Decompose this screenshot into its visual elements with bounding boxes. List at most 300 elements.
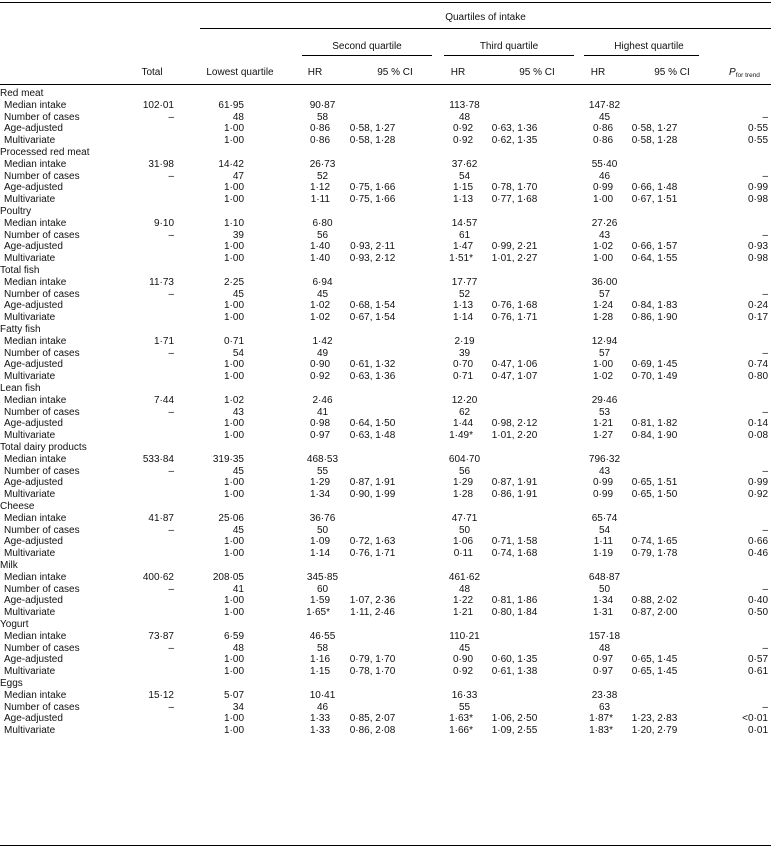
row-label: Multivariate <box>4 135 56 147</box>
table-cell: 1·00 <box>592 194 613 206</box>
table-cell: 2·25 <box>223 276 244 288</box>
row-label: Multivariate <box>4 548 56 560</box>
row-label: Median intake <box>4 276 67 288</box>
table-cell: 0·46 <box>747 548 768 560</box>
row-label: Multivariate <box>4 489 56 501</box>
table-cell: 0·58, 1·28 <box>349 135 396 147</box>
table-cell: 1·24 <box>592 300 613 312</box>
table-cell: – <box>762 347 768 359</box>
table-cell: 0·97 <box>592 654 613 666</box>
row-label: Number of cases <box>4 111 80 123</box>
table-cell: 0·14 <box>747 418 768 430</box>
table-cell: 0·92 <box>309 371 330 383</box>
ci-header-highest: 95 % CI <box>654 67 690 78</box>
table-cell: 0·55 <box>747 123 768 135</box>
table-cell: 1·21 <box>452 607 473 619</box>
table-cell: 0·93, 2·11 <box>350 241 395 253</box>
table-cell: 0·80 <box>747 371 768 383</box>
table-cell: 1·00 <box>592 253 613 265</box>
row-label: Number of cases <box>4 288 80 300</box>
table-cell: 52 <box>458 288 471 300</box>
table-cell: 0·86, 1·90 <box>631 312 678 324</box>
table-cell: 39 <box>458 347 471 359</box>
header-bottom-rule <box>0 84 771 85</box>
table-cell: 58 <box>316 111 329 123</box>
quartiles-group-rule <box>200 28 771 29</box>
table-cell: 55 <box>458 701 471 713</box>
table-cell: 47·71 <box>451 512 478 524</box>
row-label: Number of cases <box>4 170 80 182</box>
table-cell: 1·19 <box>592 548 613 560</box>
table-cell: – <box>168 583 174 595</box>
table-cell: 41·87 <box>148 512 174 524</box>
table-cell: 1·00 <box>592 359 613 371</box>
table-cell: 1·00 <box>223 607 244 619</box>
row-label: Median intake <box>4 571 67 583</box>
table-cell: 0·60, 1·35 <box>491 654 538 666</box>
table-cell: 11·73 <box>149 276 174 288</box>
table-cell: 0·65, 1·50 <box>631 489 678 501</box>
section-heading: Red meat <box>0 88 44 99</box>
table-cell: 54 <box>232 347 244 359</box>
table-cell: 0·90 <box>309 359 330 371</box>
row-label: Multivariate <box>4 253 56 265</box>
table-cell: 0·98 <box>747 194 768 206</box>
table-cell: 157·18 <box>588 630 621 642</box>
row-label: Median intake <box>4 158 67 170</box>
table-cell: 0·92 <box>452 123 473 135</box>
table-cell: 0·99 <box>592 489 613 501</box>
table-cell: – <box>762 229 768 241</box>
table-cell: 1·63* <box>449 713 473 725</box>
table-cell: 1·00 <box>223 300 244 312</box>
row-label: Number of cases <box>4 583 80 595</box>
table-cell: 1·06, 2·50 <box>491 713 538 725</box>
table-cell: 0·58, 1·27 <box>631 123 678 135</box>
table-cell: 1·00 <box>223 430 244 442</box>
p-trend-header <box>718 67 771 79</box>
table-cell: 0·58, 1·27 <box>349 123 396 135</box>
row-label: Median intake <box>4 217 67 229</box>
table-cell: 0·86 <box>309 123 330 135</box>
table-cell: 1·14 <box>309 548 330 560</box>
table-cell: 0·72, 1·63 <box>349 536 396 548</box>
table-cell: 1·11, 2·46 <box>350 607 395 619</box>
table-cell: 0·87, 1·91 <box>491 477 538 489</box>
table-cell: – <box>168 524 174 536</box>
table-cell: 0·99 <box>747 182 768 194</box>
table-cell: 46·55 <box>309 630 336 642</box>
table-cell: 1·09, 2·55 <box>491 725 538 737</box>
table-cell: 0·66, 1·57 <box>631 241 678 253</box>
table-cell: 60 <box>316 583 329 595</box>
table-cell: – <box>168 465 174 477</box>
table-cell: 0·40 <box>747 595 768 607</box>
table-cell: – <box>168 170 174 182</box>
table-cell: 50 <box>316 524 329 536</box>
table-cell: 0·71, 1·58 <box>491 536 538 548</box>
table-cell: 0·75, 1·66 <box>349 194 396 206</box>
table-cell: 0·74, 1·68 <box>491 548 538 560</box>
table-cell: 10·41 <box>309 689 336 701</box>
table-cell: 0·97 <box>309 430 330 442</box>
table-cell: – <box>762 583 768 595</box>
table-cell: 0·63, 1·48 <box>349 430 396 442</box>
table-cell: 15·12 <box>148 689 174 701</box>
table-cell: 0·58, 1·28 <box>631 135 678 147</box>
table-cell: 61 <box>458 229 471 241</box>
table-cell: 1·01, 2·20 <box>491 430 538 442</box>
table-cell: 0·01 <box>747 725 768 737</box>
table-cell: 1·00 <box>223 654 244 666</box>
table-cell: 604·70 <box>448 453 481 465</box>
table-cell: 6·94 <box>312 276 333 288</box>
table-cell: 50 <box>458 524 471 536</box>
table-cell: 0·86 <box>592 135 613 147</box>
row-label: Number of cases <box>4 701 80 713</box>
table-cell: 0·86, 2·08 <box>349 725 396 737</box>
table-cell: 1·00 <box>223 713 244 725</box>
table-cell: 1·00 <box>223 135 244 147</box>
table-cell: – <box>762 170 768 182</box>
table-cell: 0·87, 2·00 <box>631 607 678 619</box>
table-cell: 0·61, 1·38 <box>491 666 538 678</box>
table-cell: 57 <box>598 288 611 300</box>
table-cell: 1·00 <box>223 725 244 737</box>
table-cell: 16·33 <box>451 689 478 701</box>
table-cell: 43 <box>598 229 611 241</box>
table-cell: 90·87 <box>309 99 336 111</box>
section-heading: Total dairy products <box>0 442 87 453</box>
table-cell: 0·55 <box>747 135 768 147</box>
table-cell: 6·59 <box>223 630 244 642</box>
table-cell: 1·00 <box>223 182 244 194</box>
row-label: Multivariate <box>4 312 56 324</box>
table-cell: 23·38 <box>591 689 618 701</box>
row-label: Age-adjusted <box>4 477 63 489</box>
table-cell: 461·62 <box>448 571 481 583</box>
table-cell: 1·02 <box>309 312 330 324</box>
table-cell: 533·84 <box>142 453 174 465</box>
hr-header-highest: HR <box>590 67 606 78</box>
table-cell: 65·74 <box>591 512 618 524</box>
table-cell: 1·00 <box>223 123 244 135</box>
table-cell: 0·81, 1·86 <box>491 595 538 607</box>
table-cell: 1·27 <box>592 430 613 442</box>
table-cell: 1·00 <box>223 536 244 548</box>
table-cell: 45 <box>232 524 244 536</box>
table-cell: 54 <box>598 524 611 536</box>
table-cell: – <box>762 111 768 123</box>
table-cell: 48 <box>458 111 471 123</box>
quartiles-group-title: Quartiles of intake <box>445 12 526 23</box>
table-cell: – <box>168 642 174 654</box>
table-cell: 0·74, 1·65 <box>631 536 678 548</box>
table-cell: 1·00 <box>223 241 244 253</box>
table-cell: 57 <box>598 347 611 359</box>
table-cell: 1·15 <box>309 666 330 678</box>
table-cell: 0·85, 2·07 <box>349 713 396 725</box>
table-cell: 1·12 <box>309 182 330 194</box>
table-cell: 0·70, 1·49 <box>631 371 678 383</box>
table-cell: 0·97 <box>592 666 613 678</box>
table-cell: 2·19 <box>454 335 475 347</box>
table-cell: 0·70 <box>452 359 473 371</box>
ci-header-second: 95 % CI <box>377 67 413 78</box>
table-cell: 49 <box>316 347 329 359</box>
table-cell: 0·64, 1·55 <box>631 253 678 265</box>
table-cell: 1·83* <box>589 725 613 737</box>
table-cell: 0·75, 1·66 <box>349 182 396 194</box>
table-cell: 1·00 <box>223 371 244 383</box>
table-cell: 0·08 <box>747 430 768 442</box>
table-cell: 52 <box>316 170 329 182</box>
table-cell: 1·00 <box>223 548 244 560</box>
table-cell: 55·40 <box>591 158 618 170</box>
table-cell: 7·44 <box>153 394 174 406</box>
row-label: Age-adjusted <box>4 595 63 607</box>
table-cell: 1·34 <box>309 489 330 501</box>
row-label: Age-adjusted <box>4 359 63 371</box>
row-label: Multivariate <box>4 607 56 619</box>
top-rule <box>0 2 771 3</box>
table-cell: 14·57 <box>451 217 478 229</box>
table-cell: 14·42 <box>218 158 244 170</box>
table-cell: 0·66 <box>747 536 768 548</box>
table-cell: 1·20, 2·79 <box>631 725 678 737</box>
table-cell: 5·07 <box>223 689 244 701</box>
table-cell: 113·78 <box>449 99 480 111</box>
row-label: Multivariate <box>4 371 56 383</box>
table-cell: – <box>762 465 768 477</box>
table-cell: – <box>168 406 174 418</box>
second-quartile-header: Second quartile <box>332 41 402 52</box>
bottom-rule <box>0 845 771 846</box>
row-label: Number of cases <box>4 229 80 241</box>
table-cell: – <box>762 406 768 418</box>
table-cell: 0·65, 1·45 <box>631 654 678 666</box>
table-cell: 1·23, 2·83 <box>631 713 678 725</box>
table-cell: – <box>168 701 174 713</box>
table-cell: 0·93 <box>747 241 768 253</box>
section-heading: Yogurt <box>0 619 29 630</box>
table-cell: 1·51* <box>449 253 473 265</box>
row-label: Multivariate <box>4 666 56 678</box>
section-heading: Poultry <box>0 206 32 217</box>
lowest-quartile-header: Lowest quartile <box>206 67 274 78</box>
table-cell: 55 <box>316 465 329 477</box>
highest-quartile-rule <box>584 55 699 56</box>
table-cell: 0·86 <box>309 135 330 147</box>
table-cell: 36·76 <box>309 512 336 524</box>
table-cell: 0·76, 1·71 <box>349 548 396 560</box>
table-cell: 319·35 <box>212 453 244 465</box>
p-trend-subscript: for trend <box>735 72 760 79</box>
row-label: Age-adjusted <box>4 654 63 666</box>
row-label: Median intake <box>4 689 67 701</box>
table-cell: 17·77 <box>451 276 478 288</box>
table-cell: 1·15 <box>452 182 473 194</box>
row-label: Number of cases <box>4 642 80 654</box>
table-cell: 0·76, 1·68 <box>491 300 538 312</box>
table-cell: 1·06 <box>452 536 473 548</box>
table-cell: 0·79, 1·70 <box>349 654 396 666</box>
table-cell: 0·63, 1·36 <box>349 371 396 383</box>
table-cell: 400·62 <box>142 571 174 583</box>
table-cell: 45 <box>232 465 244 477</box>
table-cell: 0·78, 1·70 <box>491 182 538 194</box>
table-cell: 9·10 <box>153 217 174 229</box>
table-cell: 1·02 <box>309 300 330 312</box>
table-cell: 1·33 <box>309 725 330 737</box>
table-cell: 1·66* <box>449 725 473 737</box>
table-cell: 1·29 <box>452 477 473 489</box>
table-cell: 26·73 <box>309 158 336 170</box>
table-cell: 12·94 <box>591 335 618 347</box>
table-cell: 1·01, 2·27 <box>491 253 538 265</box>
row-label: Age-adjusted <box>4 241 63 253</box>
table-cell: 110·21 <box>449 630 480 642</box>
table-cell: 25·06 <box>218 512 244 524</box>
table-cell: 39 <box>232 229 244 241</box>
table-cell: 48 <box>598 642 611 654</box>
row-label: Age-adjusted <box>4 536 63 548</box>
table-cell: 56 <box>316 229 329 241</box>
table-cell: – <box>168 111 174 123</box>
row-label: Age-adjusted <box>4 713 63 725</box>
table-cell: 0·90, 1·99 <box>349 489 396 501</box>
table-cell: 34 <box>232 701 244 713</box>
table-cell: 0·11 <box>453 548 473 560</box>
row-label: Median intake <box>4 99 67 111</box>
table-cell: 0·80, 1·84 <box>491 607 538 619</box>
table-cell: 0·88, 2·02 <box>631 595 678 607</box>
table-cell: 1·14 <box>452 312 473 324</box>
table-cell: 1·02 <box>223 394 244 406</box>
table-cell: 27·26 <box>591 217 618 229</box>
table-cell: 0·61, 1·32 <box>349 359 396 371</box>
table-cell: 41 <box>232 583 244 595</box>
table-cell: 0·92 <box>747 489 768 501</box>
total-column-header: Total <box>141 67 163 78</box>
table-cell: 1·00 <box>223 477 244 489</box>
section-heading: Eggs <box>0 678 23 689</box>
row-label: Number of cases <box>4 465 80 477</box>
table-cell: 1·00 <box>223 595 244 607</box>
row-label: Multivariate <box>4 194 56 206</box>
table-cell: 1·31 <box>592 607 613 619</box>
table-cell: 12·20 <box>451 394 478 406</box>
table-cell: 0·67, 1·51 <box>631 194 678 206</box>
table-cell: 1·33 <box>309 713 330 725</box>
table-cell: 0·71 <box>452 371 473 383</box>
table-cell: 1·11 <box>310 194 330 206</box>
table-cell: 1·13 <box>452 194 473 206</box>
section-heading: Cheese <box>0 501 35 512</box>
table-cell: 61·95 <box>218 99 244 111</box>
table-cell: 0·98 <box>747 253 768 265</box>
table-cell: 0·76, 1·71 <box>491 312 538 324</box>
table-cell: 45 <box>458 642 471 654</box>
row-label: Multivariate <box>4 725 56 737</box>
table-cell: 58 <box>316 642 329 654</box>
table-cell: 796·32 <box>588 453 621 465</box>
row-label: Age-adjusted <box>4 123 63 135</box>
table-cell: 29·46 <box>591 394 618 406</box>
table-cell: 1·44 <box>452 418 473 430</box>
table-cell: 1·00 <box>223 253 244 265</box>
table-cell: 1·47 <box>452 241 473 253</box>
table-cell: 53 <box>598 406 611 418</box>
table-cell: 0·99 <box>592 182 613 194</box>
hr-header-second: HR <box>307 67 323 78</box>
table-cell: 0·63, 1·36 <box>491 123 538 135</box>
section-heading: Processed red meat <box>0 147 90 158</box>
table-cell: 1·00 <box>223 359 244 371</box>
table-cell: 0·64, 1·50 <box>349 418 396 430</box>
table-cell: 345·85 <box>306 571 339 583</box>
table-cell: 0·98 <box>309 418 330 430</box>
table-cell: 1·65* <box>306 607 330 619</box>
table-cell: <0·01 <box>742 713 768 725</box>
table-cell: 1·07, 2·36 <box>349 595 396 607</box>
row-label: Median intake <box>4 512 67 524</box>
table-cell: 1·28 <box>592 312 613 324</box>
table-cell: 0·93, 2·12 <box>349 253 396 265</box>
table-cell: 1·40 <box>309 241 330 253</box>
table-cell: 0·74 <box>747 359 768 371</box>
table-cell: 1·29 <box>309 477 330 489</box>
table-cell: 468·53 <box>306 453 339 465</box>
table-cell: 208·05 <box>212 571 244 583</box>
row-label: Age-adjusted <box>4 418 63 430</box>
table-cell: 43 <box>598 465 611 477</box>
hr-header-third: HR <box>450 67 466 78</box>
table-cell: 45 <box>316 288 329 300</box>
row-label: Multivariate <box>4 430 56 442</box>
table-cell: 36·00 <box>591 276 618 288</box>
table-cell: 47 <box>232 170 244 182</box>
table-cell: 56 <box>458 465 471 477</box>
table-cell: 1·49* <box>449 430 473 442</box>
table-cell: 0·57 <box>747 654 768 666</box>
row-label: Median intake <box>4 335 67 347</box>
table-cell: – <box>762 642 768 654</box>
table-cell: – <box>168 347 174 359</box>
table-cell: 50 <box>598 583 611 595</box>
table-cell: 1·42 <box>312 335 333 347</box>
table-cell: 0·47, 1·07 <box>491 371 538 383</box>
table-cell: 1·09 <box>309 536 330 548</box>
table-cell: 0·66, 1·48 <box>631 182 678 194</box>
table-cell: 48 <box>458 583 471 595</box>
table-cell: 0·92 <box>452 666 473 678</box>
table-cell: 0·69, 1·45 <box>631 359 678 371</box>
table-cell: 37·62 <box>451 158 478 170</box>
table-cell: 0·17 <box>747 312 768 324</box>
row-label: Median intake <box>4 394 67 406</box>
table-cell: 0·99 <box>592 477 613 489</box>
row-label: Age-adjusted <box>4 300 63 312</box>
table-cell: 1·59 <box>309 595 330 607</box>
table-cell: 147·82 <box>588 99 621 111</box>
table-cell: 1·21 <box>592 418 613 430</box>
table-cell: 2·46 <box>312 394 333 406</box>
table-cell: 1·13 <box>452 300 473 312</box>
table-cell: 0·71 <box>223 335 244 347</box>
table-cell: 0·84, 1·83 <box>631 300 678 312</box>
section-heading: Fatty fish <box>0 324 41 335</box>
